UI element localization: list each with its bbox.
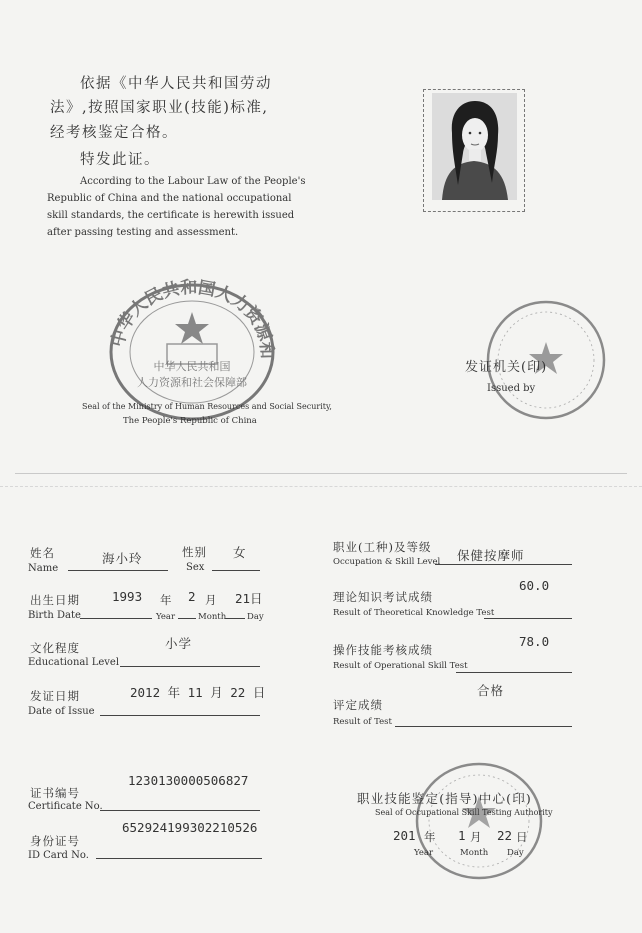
- special-issue-cn: 特发此证。: [80, 152, 160, 168]
- skill-label-cn: 操作技能考核成绩: [333, 643, 433, 657]
- holder-photo: [432, 93, 517, 200]
- birth-day: 21日: [235, 591, 263, 606]
- skill-score-value: 78.0: [519, 634, 550, 649]
- sex-value: 女: [233, 545, 247, 560]
- ministry-seal-caption-2: The People's Republic of China: [123, 416, 257, 426]
- testing-authority-seal-icon: [413, 760, 545, 882]
- issued-by-en: Issued by: [487, 383, 536, 394]
- name-label-cn: 姓名: [30, 546, 55, 560]
- certificate-no-label-en: Certificate No.: [28, 801, 103, 812]
- page-fold-shadow: [0, 486, 642, 487]
- theory-label-en: Result of Theoretical Knowledge Test: [333, 608, 495, 618]
- authority-date-year: 201: [393, 828, 416, 843]
- issue-date-value: 2012 年 11 月 22 日: [130, 685, 266, 700]
- issue-date-label-en: Date of Issue: [28, 706, 95, 717]
- birth-day-en: Day: [247, 612, 264, 622]
- intro-en-line-1: According to the Labour Law of the People's: [80, 176, 306, 187]
- id-card-no-value: 652924199302210526: [122, 820, 258, 835]
- issue-date-label-cn: 发证日期: [30, 689, 80, 703]
- authority-date-month-en: Month: [460, 848, 489, 858]
- birth-month: 2: [188, 589, 196, 604]
- authority-date-day: 22: [497, 828, 513, 843]
- authority-date-year-cn: 年: [424, 830, 437, 844]
- intro-cn-line-3: 经考核鉴定合格。: [50, 125, 178, 141]
- theory-score-value: 60.0: [519, 578, 550, 593]
- birth-year-cn: 年: [160, 593, 173, 607]
- birth-label-cn: 出生日期: [30, 593, 80, 607]
- id-card-no-label-cn: 身份证号: [30, 834, 80, 848]
- result-label-en: Result of Test: [333, 717, 392, 727]
- result-label-cn: 评定成绩: [333, 698, 383, 712]
- authority-date-year-en: Year: [414, 848, 434, 858]
- issued-by-cn: 发证机关(印): [465, 360, 548, 375]
- birth-month-en: Month: [198, 612, 227, 622]
- birth-year: 1993: [112, 589, 143, 604]
- intro-en-line-2: Republic of China and the national occupational: [47, 193, 292, 204]
- name-label-en: Name: [28, 563, 59, 574]
- name-value: 海小玲: [102, 551, 143, 566]
- ministry-seal-ring-text: 中华人民共和国人力资源和社会保障部: [98, 267, 277, 360]
- intro-en-line-3: skill standards, the certificate is herewith issued: [47, 210, 295, 221]
- ministry-seal-caption-1: Seal of the Ministry of Human Resources and Social Security,: [82, 402, 332, 411]
- svg-text:中华人民共和国人力资源和社会保障部: [98, 266, 277, 359]
- authority-date-day-en: Day: [507, 848, 524, 858]
- authority-en: Seal of Occupational Skill Testing Authority: [375, 808, 553, 817]
- occupation-value: 保健按摩师: [457, 548, 525, 563]
- ministry-seal-icon: [98, 267, 277, 422]
- education-label-en: Educational Level: [28, 657, 120, 668]
- occupation-label-cn: 职业(工种)及等级: [333, 540, 432, 554]
- authority-date-day-cn: 日: [516, 830, 529, 844]
- education-value: 小学: [165, 636, 193, 651]
- birth-label-en: Birth Date: [28, 610, 81, 621]
- sex-label-cn: 性别: [182, 545, 207, 559]
- occupation-label-en: Occupation & Skill Level: [333, 557, 441, 567]
- ministry-seal-center-1: 中华人民共和国: [153, 360, 231, 373]
- ministry-seal-center-2: 人力资源和社会保障部: [137, 376, 247, 389]
- birth-month-cn: 月: [205, 593, 218, 607]
- authority-date-month-cn: 月: [470, 830, 483, 844]
- sex-label-en: Sex: [186, 562, 205, 573]
- certificate-no-value: 1230130000506827: [128, 773, 249, 788]
- intro-cn-line-2: 法》,按照国家职业(技能)标准,: [50, 100, 269, 116]
- education-label-cn: 文化程度: [30, 641, 80, 655]
- result-value: 合格: [477, 683, 505, 698]
- id-card-no-label-en: ID Card No.: [28, 850, 89, 861]
- certificate-no-label-cn: 证书编号: [30, 786, 80, 800]
- page-fold-line: [15, 473, 627, 474]
- authority-cn: 职业技能鉴定(指导)中心(印): [357, 791, 533, 806]
- birth-year-en: Year: [156, 612, 176, 622]
- theory-label-cn: 理论知识考试成绩: [333, 590, 433, 604]
- authority-date-month: 1: [458, 828, 466, 843]
- skill-label-en: Result of Operational Skill Test: [333, 661, 468, 671]
- intro-cn-line-1: 依据《中华人民共和国劳动: [80, 76, 272, 92]
- intro-en-line-4: after passing testing and assessment.: [47, 227, 239, 238]
